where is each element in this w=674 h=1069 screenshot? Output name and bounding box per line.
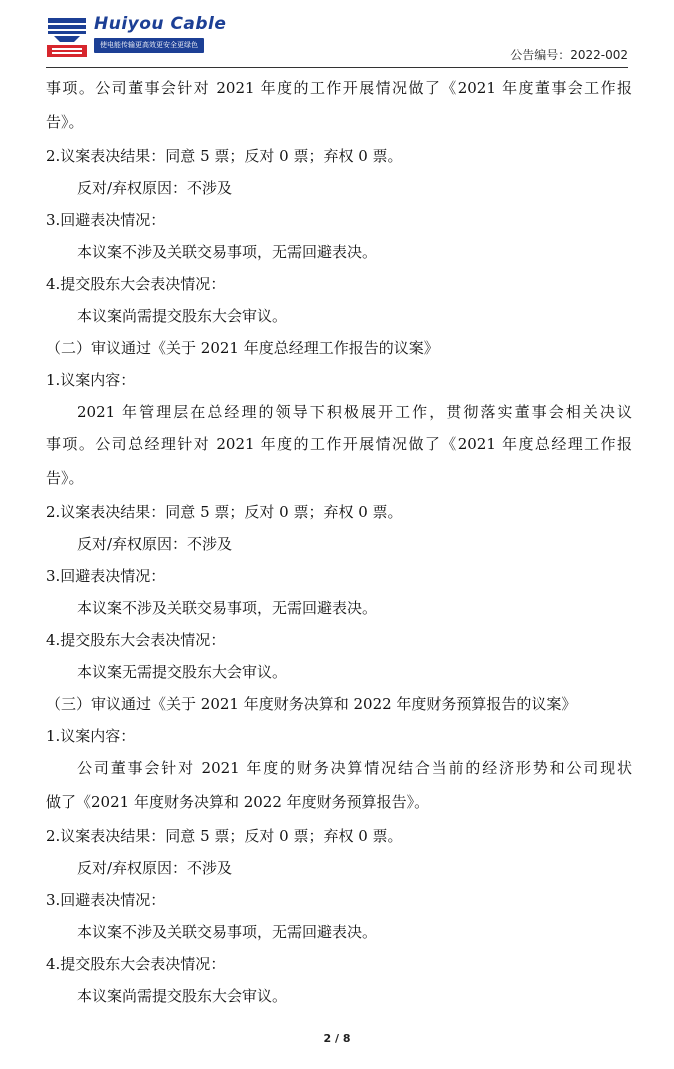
paragraph-line: 做了《2021 年度财务决算和 2022 年度财务预算报告》。 [46, 793, 430, 811]
recusal-text: 本议案不涉及关联交易事项，无需回避表决。 [77, 243, 378, 261]
recusal-text: 本议案不涉及关联交易事项，无需回避表决。 [77, 923, 378, 941]
logo-tagline: 使电能传输更高效更安全更绿色 [94, 38, 204, 53]
shareholder-vote-text: 本议案无需提交股东大会审议。 [77, 663, 288, 681]
paragraph-line: 2021 年管理层在总经理的领导下积极展开工作，贯彻落实董事会相关决议 [77, 403, 632, 421]
proposal-content-heading: 1.议案内容： [46, 371, 136, 389]
header-divider [46, 67, 628, 68]
proposal-content-heading: 1.议案内容： [46, 727, 136, 745]
page-header [0, 0, 674, 72]
objection-reason: 反对/弃权原因：不涉及 [77, 179, 233, 197]
shareholder-vote-text: 本议案尚需提交股东大会审议。 [77, 987, 288, 1005]
paragraph-line: 事项。公司董事会针对 2021 年度的工作开展情况做了《2021 年度董事会工作报 [46, 79, 632, 97]
page-number: 2 / 8 [323, 1032, 351, 1045]
objection-reason: 反对/弃权原因：不涉及 [77, 859, 233, 877]
logo-mark-icon [44, 14, 90, 60]
company-logo [44, 14, 227, 60]
objection-reason: 反对/弃权原因：不涉及 [77, 535, 233, 553]
paragraph-line: 告》。 [46, 469, 84, 487]
paragraph-line: 事项。公司总经理针对 2021 年度的工作开展情况做了《2021 年度总经理工作报 [46, 435, 632, 453]
recusal-text: 本议案不涉及关联交易事项，无需回避表决。 [77, 599, 378, 617]
vote-result: 2.议案表决结果：同意 5 票；反对 0 票；弃权 0 票。 [46, 503, 403, 521]
recusal-heading: 3.回避表决情况： [46, 891, 166, 909]
announcement-number: 公告编号：2022-002 [510, 48, 628, 62]
shareholder-vote-text: 本议案尚需提交股东大会审议。 [77, 307, 288, 325]
section-heading: （三）审议通过《关于 2021 年度财务决算和 2022 年度财务预算报告的议案》 [46, 695, 577, 713]
paragraph-line: 告》。 [46, 113, 84, 131]
shareholder-vote-heading: 4.提交股东大会表决情况： [46, 955, 226, 973]
recusal-heading: 3.回避表决情况： [46, 211, 166, 229]
section-heading: （二）审议通过《关于 2021 年度总经理工作报告的议案》 [46, 339, 439, 357]
logo-brand-text: Huiyou Cable [94, 14, 227, 34]
shareholder-vote-heading: 4.提交股东大会表决情况： [46, 275, 226, 293]
document-body [46, 72, 632, 1012]
vote-result: 2.议案表决结果：同意 5 票；反对 0 票；弃权 0 票。 [46, 147, 403, 165]
paragraph-line: 公司董事会针对 2021 年度的财务决算情况结合当前的经济形势和公司现状 [77, 759, 632, 777]
vote-result: 2.议案表决结果：同意 5 票；反对 0 票；弃权 0 票。 [46, 827, 403, 845]
shareholder-vote-heading: 4.提交股东大会表决情况： [46, 631, 226, 649]
recusal-heading: 3.回避表决情况： [46, 567, 166, 585]
